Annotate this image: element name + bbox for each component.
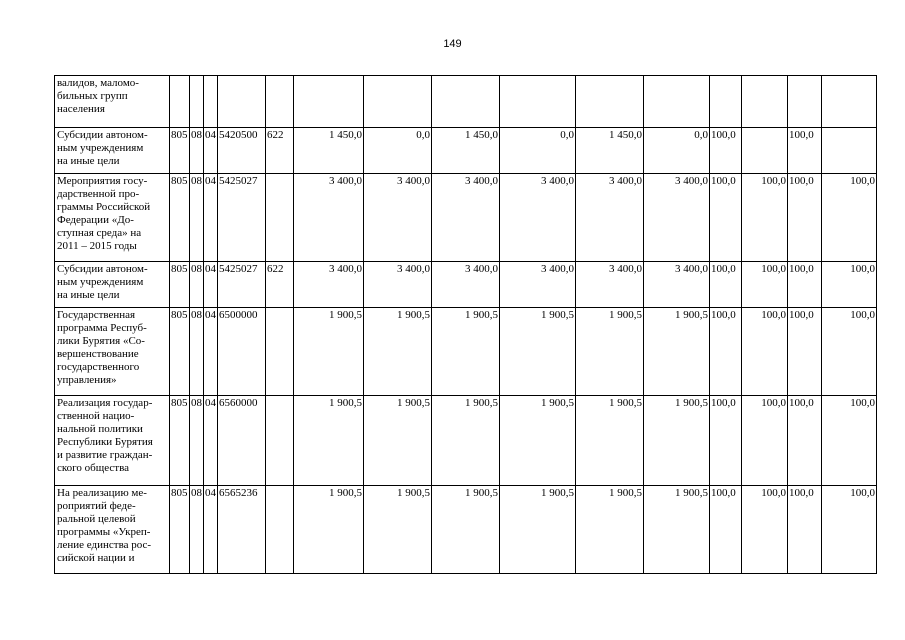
- cell-v5: 1 900,5: [576, 308, 644, 396]
- cell-p4: [822, 76, 877, 128]
- cell-cs: 5420500: [218, 128, 266, 174]
- cell-p4: 100,0: [822, 486, 877, 574]
- cell-name: валидов, маломо- бильных групп населения: [55, 76, 170, 128]
- table-row: [55, 174, 877, 262]
- cell-v4: 1 900,5: [500, 308, 576, 396]
- cell-v1: 1 900,5: [294, 486, 364, 574]
- cell-v4: 3 400,0: [500, 262, 576, 308]
- cell-v6: 1 900,5: [644, 396, 710, 486]
- cell-v6: [644, 76, 710, 128]
- cell-name: Субсидии автоном- ным учреждениям на иные цели: [55, 262, 170, 308]
- cell-v3: 3 400,0: [432, 174, 500, 262]
- cell-vr: 622: [266, 128, 294, 174]
- cell-pr: 08: [190, 308, 204, 396]
- cell-v5: 3 400,0: [576, 262, 644, 308]
- cell-p2: 100,0: [742, 262, 788, 308]
- cell-v2: 1 900,5: [364, 396, 432, 486]
- cell-cs: 6500000: [218, 308, 266, 396]
- cell-name: Государственная программа Респуб- лики Бурятия «Со- вершенствование государственного управления»: [55, 308, 170, 396]
- cell-p3: [788, 76, 822, 128]
- cell-p3: 100,0: [788, 128, 822, 174]
- cell-pr: 08: [190, 128, 204, 174]
- table-row: [55, 396, 877, 486]
- cell-p2: 100,0: [742, 486, 788, 574]
- cell-p1: 100,0: [710, 486, 742, 574]
- cell-p2: 100,0: [742, 308, 788, 396]
- cell-vr: [266, 308, 294, 396]
- cell-p2: 100,0: [742, 396, 788, 486]
- budget-table: [54, 75, 877, 574]
- cell-sub: 04: [204, 308, 218, 396]
- cell-v3: [432, 76, 500, 128]
- cell-v6: 0,0: [644, 128, 710, 174]
- cell-pr: 08: [190, 174, 204, 262]
- cell-v6: 1 900,5: [644, 486, 710, 574]
- cell-v2: 3 400,0: [364, 262, 432, 308]
- cell-name: Реализация государ- ственной нацио- нальной политики Республики Бурятия и развитие граждан- ского общества: [55, 396, 170, 486]
- cell-v3: 1 450,0: [432, 128, 500, 174]
- cell-v4: 0,0: [500, 128, 576, 174]
- cell-v6: 3 400,0: [644, 262, 710, 308]
- cell-p1: [710, 76, 742, 128]
- cell-rz: 805: [170, 308, 190, 396]
- cell-p1: 100,0: [710, 262, 742, 308]
- cell-sub: 04: [204, 396, 218, 486]
- cell-v4: 3 400,0: [500, 174, 576, 262]
- cell-p2: [742, 128, 788, 174]
- cell-cs: 6560000: [218, 396, 266, 486]
- cell-p4: [822, 128, 877, 174]
- cell-vr: [266, 76, 294, 128]
- cell-p3: 100,0: [788, 262, 822, 308]
- cell-p3: 100,0: [788, 174, 822, 262]
- cell-name: Мероприятия госу- дарственной про- граммы Российской Федерации «До- ступная среда» на 2011 – 2015 годы: [55, 174, 170, 262]
- cell-v1: 1 900,5: [294, 308, 364, 396]
- cell-rz: 805: [170, 486, 190, 574]
- cell-p1: 100,0: [710, 308, 742, 396]
- cell-v1: 1 450,0: [294, 128, 364, 174]
- cell-v3: 3 400,0: [432, 262, 500, 308]
- cell-v2: 0,0: [364, 128, 432, 174]
- cell-p4: 100,0: [822, 396, 877, 486]
- cell-rz: 805: [170, 262, 190, 308]
- cell-v2: 3 400,0: [364, 174, 432, 262]
- table-row: [55, 262, 877, 308]
- cell-sub: 04: [204, 486, 218, 574]
- cell-v3: 1 900,5: [432, 308, 500, 396]
- cell-pr: [190, 76, 204, 128]
- cell-p2: [742, 76, 788, 128]
- cell-v2: [364, 76, 432, 128]
- cell-sub: [204, 76, 218, 128]
- cell-v5: 1 450,0: [576, 128, 644, 174]
- cell-v5: [576, 76, 644, 128]
- cell-pr: 08: [190, 262, 204, 308]
- cell-v2: 1 900,5: [364, 308, 432, 396]
- cell-cs: [218, 76, 266, 128]
- table-row: [55, 308, 877, 396]
- cell-v3: 1 900,5: [432, 396, 500, 486]
- cell-p4: 100,0: [822, 174, 877, 262]
- cell-rz: 805: [170, 174, 190, 262]
- cell-p4: 100,0: [822, 308, 877, 396]
- cell-p2: 100,0: [742, 174, 788, 262]
- cell-v4: 1 900,5: [500, 486, 576, 574]
- cell-vr: [266, 396, 294, 486]
- cell-p3: 100,0: [788, 396, 822, 486]
- cell-cs: 5425027: [218, 262, 266, 308]
- cell-name: На реализацию ме- роприятий феде- ральной целевой программы «Укреп- ление единства рос- сийской нации и: [55, 486, 170, 574]
- cell-v2: 1 900,5: [364, 486, 432, 574]
- cell-v4: 1 900,5: [500, 396, 576, 486]
- cell-rz: 805: [170, 128, 190, 174]
- cell-pr: 08: [190, 486, 204, 574]
- page-number: 149: [443, 38, 462, 50]
- cell-p1: 100,0: [710, 128, 742, 174]
- cell-rz: 805: [170, 396, 190, 486]
- cell-v5: 1 900,5: [576, 486, 644, 574]
- cell-v4: [500, 76, 576, 128]
- cell-v3: 1 900,5: [432, 486, 500, 574]
- cell-vr: [266, 174, 294, 262]
- cell-v1: [294, 76, 364, 128]
- cell-sub: 04: [204, 174, 218, 262]
- cell-v5: 3 400,0: [576, 174, 644, 262]
- table-row: [55, 76, 877, 128]
- cell-vr: 622: [266, 262, 294, 308]
- table-body: [55, 76, 877, 574]
- cell-rz: [170, 76, 190, 128]
- cell-sub: 04: [204, 128, 218, 174]
- cell-vr: [266, 486, 294, 574]
- cell-p3: 100,0: [788, 486, 822, 574]
- cell-p4: 100,0: [822, 262, 877, 308]
- cell-p3: 100,0: [788, 308, 822, 396]
- cell-v6: 1 900,5: [644, 308, 710, 396]
- table-row: [55, 486, 877, 574]
- cell-cs: 6565236: [218, 486, 266, 574]
- cell-name: Субсидии автоном- ным учреждениям на иные цели: [55, 128, 170, 174]
- cell-v1: 3 400,0: [294, 174, 364, 262]
- cell-v5: 1 900,5: [576, 396, 644, 486]
- cell-sub: 04: [204, 262, 218, 308]
- cell-v1: 3 400,0: [294, 262, 364, 308]
- cell-p1: 100,0: [710, 174, 742, 262]
- table-row: [55, 128, 877, 174]
- cell-pr: 08: [190, 396, 204, 486]
- cell-p1: 100,0: [710, 396, 742, 486]
- cell-v6: 3 400,0: [644, 174, 710, 262]
- cell-cs: 5425027: [218, 174, 266, 262]
- cell-v1: 1 900,5: [294, 396, 364, 486]
